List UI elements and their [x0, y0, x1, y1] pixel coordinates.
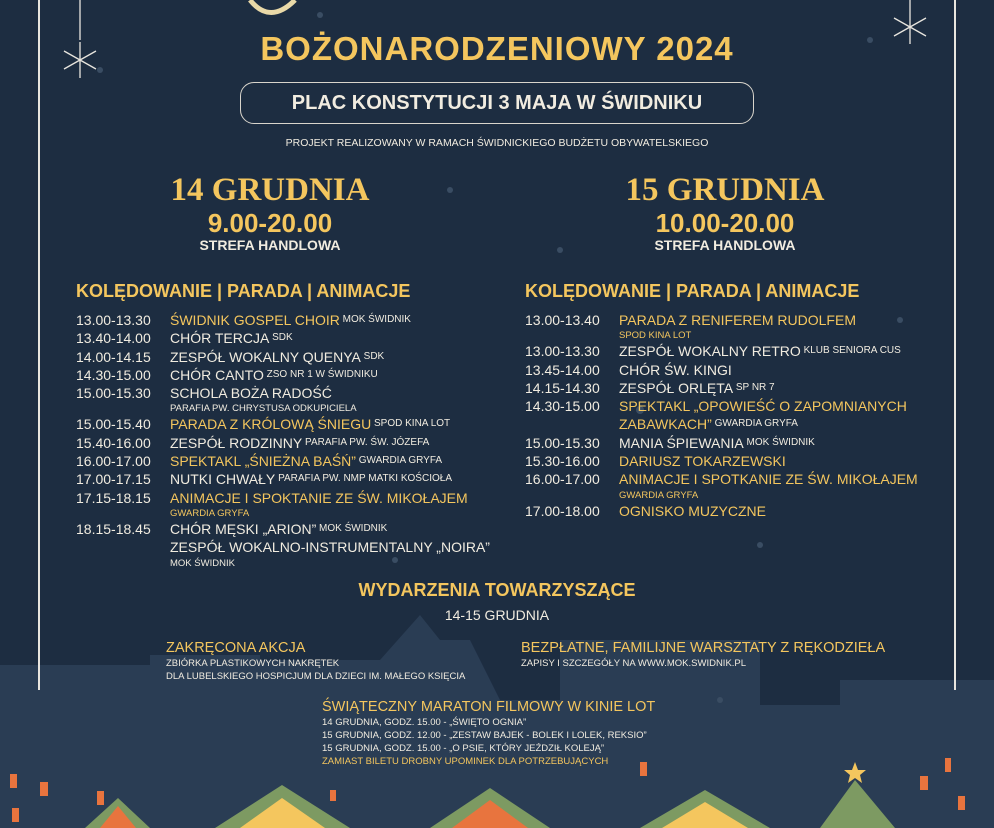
workshop-link[interactable]: ZAPISY I SZCZEGÓŁY NA WWW.MOK.SWIDNIK.PL [521, 658, 747, 669]
event-time: 15.00-15.30 [76, 385, 151, 402]
event-organizer [264, 366, 378, 384]
event-title: ANIMACJE I SPOKTANIE ZE ŚW. MIKOŁAJEM [170, 489, 468, 506]
block-title: BEZPŁATNE, FAMILIJNE WARSZTATY Z RĘKODZIEŁA [521, 640, 886, 656]
event-organizer [275, 470, 452, 488]
schedule-row [525, 361, 918, 379]
event-title: ZESPÓŁ ORLĘTA [619, 379, 734, 396]
event-organizer [340, 311, 411, 329]
block-line: 14 GRUDNIA, GODZ. 15.00 - „ŚWIĘTO OGNIA” [322, 717, 527, 728]
event-organizer-text: SP NR 7 [735, 381, 775, 393]
event-time: 18.15-18.45 [76, 520, 151, 537]
schedule-row [525, 434, 918, 452]
event-organizer-text: ZSO NR 1 W ŚWIDNIKU [266, 368, 378, 380]
event-organizer-text: PARAFIA PW. ŚW. JÓZEFA [305, 436, 430, 448]
event-time: 13.00-13.30 [525, 343, 600, 360]
event-title: NUTKI CHWAŁY [170, 471, 276, 488]
day-hours: 10.00-20.00 [655, 208, 795, 238]
event-time: 16.00-17.00 [76, 453, 151, 470]
event-title: MANIA ŚPIEWANIA [619, 434, 744, 451]
event-organizer [712, 415, 798, 433]
event-title: ZESPÓŁ WOKALNO-INSTRUMENTALNY „NOIRA” [170, 539, 490, 556]
ornament-arc [250, 0, 295, 13]
event-time: 16.00-17.00 [525, 471, 600, 488]
project-note: PROJEKT REALIZOWANY W RAMACH ŚWIDNICKIEGO BUDŻETU OBYWATELSKIEGO [285, 137, 709, 149]
event-organizer-text: SDK [272, 332, 293, 344]
schedule-row [525, 342, 918, 360]
schedule-row [525, 452, 918, 470]
section-heading: KOLĘDOWANIE | PARADA | ANIMACJE [525, 281, 860, 301]
event-time: 14.30-15.00 [76, 366, 151, 383]
day-header-14 [140, 172, 400, 253]
event-time: 15.40-16.00 [76, 434, 151, 451]
event-time [525, 415, 619, 433]
block-line: DLA LUBELSKIEGO HOSPICJUM DLA DZIECI IM. MAŁEGO KSIĘCIA [166, 671, 466, 682]
event-title: SPEKTAKL „ŚNIEŻNA BAŚŃ” [170, 453, 356, 470]
event-time: 13.40-14.00 [76, 330, 151, 347]
schedule-row [76, 520, 490, 538]
event-organizer [302, 434, 429, 452]
event-title: ANIMACJE I SPOTKANIE ZE ŚW. MIKOŁAJEM [619, 471, 918, 488]
schedule-row [525, 311, 918, 329]
event-title: CHÓR MĘSKI „ARION” [170, 520, 317, 537]
event-organizer [744, 434, 815, 452]
day-hours: 9.00-20.00 [207, 208, 333, 238]
schedule-row [76, 415, 490, 433]
event-organizer-text: GWARDIA GRYFA [714, 418, 798, 430]
schedule-row [76, 489, 490, 507]
event-title: ŚWIDNIK GOSPEL CHOIR [170, 312, 340, 328]
event-title: ZABAWKACH” [619, 416, 712, 433]
event-time: 14.15-14.30 [525, 379, 600, 396]
schedule-row [525, 397, 918, 415]
event-time: 15.30-16.00 [525, 453, 600, 470]
workshop-block [521, 640, 885, 670]
block-line: ZBIÓRKA PLASTIKOWYCH NAKRĘTEK [166, 658, 340, 669]
schedule-row [76, 470, 490, 488]
event-title: SPEKTAKL „OPOWIEŚĆ O ZAPOMNIANYCH [619, 398, 907, 415]
event-organizer [269, 329, 292, 347]
schedule-row [525, 415, 918, 433]
day-zone: STREFA HANDLOWA [199, 237, 341, 253]
event-organizer: PARAFIA PW. CHRYSTUSA ODKUPICIELA [170, 403, 357, 415]
block-note: ZAMIAST BILETU DROBNY UPOMINEK DLA POTRZEBUJĄCYCH [322, 756, 609, 767]
event-time: 13.00-13.30 [76, 312, 151, 328]
block-line: 15 GRUDNIA, GODZ. 12.00 - „ZESTAW BAJEK - BOLEK I LOLEK, REKSIO” [322, 730, 647, 741]
event-organizer-text: MOK ŚWIDNIK [319, 522, 388, 534]
schedule-row [76, 434, 490, 452]
event-organizer [371, 415, 450, 433]
event-title: CHÓR CANTO [170, 366, 264, 383]
side-events-dates: 14-15 GRUDNIA [444, 607, 550, 623]
event-organizer [361, 348, 384, 366]
event-time: 13.00-13.40 [525, 312, 600, 328]
section-heading: KOLĘDOWANIE | PARADA | ANIMACJE [76, 281, 411, 301]
schedule-row [76, 329, 490, 347]
event-title: PARADA Z KRÓLOWĄ ŚNIEGU [170, 416, 372, 433]
event-time: 13.45-14.00 [525, 361, 600, 378]
schedule-row [76, 452, 490, 470]
caps-collection-block [166, 640, 465, 683]
block-title: ZAKRĘCONA AKCJA [166, 640, 306, 656]
event-organizer-text: KLUB SENIORA CUS [803, 345, 901, 357]
event-organizer [801, 342, 901, 360]
event-organizer: SPOD KINA LOT [619, 330, 692, 342]
event-organizer-text: SPOD KINA LOT [374, 418, 451, 430]
side-events-title: WYDARZENIA TOWARZYSZĄCE [358, 580, 636, 600]
day-date: 14 GRUDNIA [170, 172, 370, 208]
schedule-row [76, 538, 490, 556]
event-organizer-text: MOK ŚWIDNIK [746, 436, 815, 448]
event-title: CHÓR TERCJA [170, 330, 270, 347]
event-title: ZESPÓŁ WOKALNY RETRO [619, 343, 801, 360]
event-time: 14.00-14.15 [76, 348, 151, 365]
cinema-block [322, 699, 655, 768]
event-organizer-text: GWARDIA GRYFA [358, 455, 443, 467]
event-time: 17.00-18.00 [525, 502, 600, 519]
event-title: ZESPÓŁ RODZINNY [170, 434, 303, 451]
schedule-row [525, 470, 918, 488]
schedule-row [76, 384, 490, 402]
schedule-row [525, 379, 918, 397]
schedule-row [76, 311, 490, 329]
venue-banner: PLAC KONSTYTUCJI 3 MAJA W ŚWIDNIKU [240, 82, 754, 124]
event-organizer [356, 452, 442, 470]
event-time: 17.00-17.15 [76, 471, 151, 488]
day-date: 15 GRUDNIA [625, 172, 825, 208]
schedule-15 [525, 311, 918, 520]
event-time: 15.00-15.30 [525, 434, 600, 451]
event-organizer [733, 379, 775, 397]
day-header-15 [595, 172, 855, 253]
event-title: CHÓR ŚW. KINGI [619, 361, 732, 378]
event-time: 17.15-18.15 [76, 489, 151, 506]
event-organizer: GWARDIA GRYFA [619, 489, 699, 501]
schedule-row [525, 502, 918, 520]
event-organizer-text: SDK [363, 350, 385, 362]
schedule-row [76, 366, 490, 384]
schedule-row [76, 348, 490, 366]
event-organizer-text: MOK ŚWIDNIK [342, 314, 411, 325]
event-title: ZESPÓŁ WOKALNY QUENYA [170, 348, 361, 365]
event-organizer [316, 520, 387, 538]
event-title: DARIUSZ TOKARZEWSKI [619, 453, 786, 470]
event-title: PARADA Z RENIFEREM RUDOLFEM [619, 312, 856, 328]
event-organizer-text: PARAFIA PW. NMP MATKI KOŚCIOŁA [278, 473, 452, 485]
event-organizer: MOK ŚWIDNIK [170, 557, 235, 569]
block-line: 15 GRUDNIA, GODZ. 15.00 - „O PSIE, KTÓRY JEŹDZIŁ KOLEJĄ” [322, 743, 605, 754]
day-zone: STREFA HANDLOWA [654, 237, 796, 253]
event-time: 14.30-15.00 [525, 398, 600, 415]
event-time: 15.00-15.40 [76, 416, 151, 433]
event-title: SCHOLA BOŻA RADOŚĆ [170, 385, 332, 402]
event-title: BOŻONARODZENIOWY 2024 [260, 30, 734, 67]
event-title: OGNISKO MUZYCZNE [619, 502, 767, 519]
block-title: ŚWIĄTECZNY MARATON FILMOWY W KINIE LOT [322, 699, 656, 715]
schedule-14 [76, 311, 490, 570]
event-organizer: GWARDIA GRYFA [170, 507, 250, 519]
event-time [76, 538, 170, 556]
